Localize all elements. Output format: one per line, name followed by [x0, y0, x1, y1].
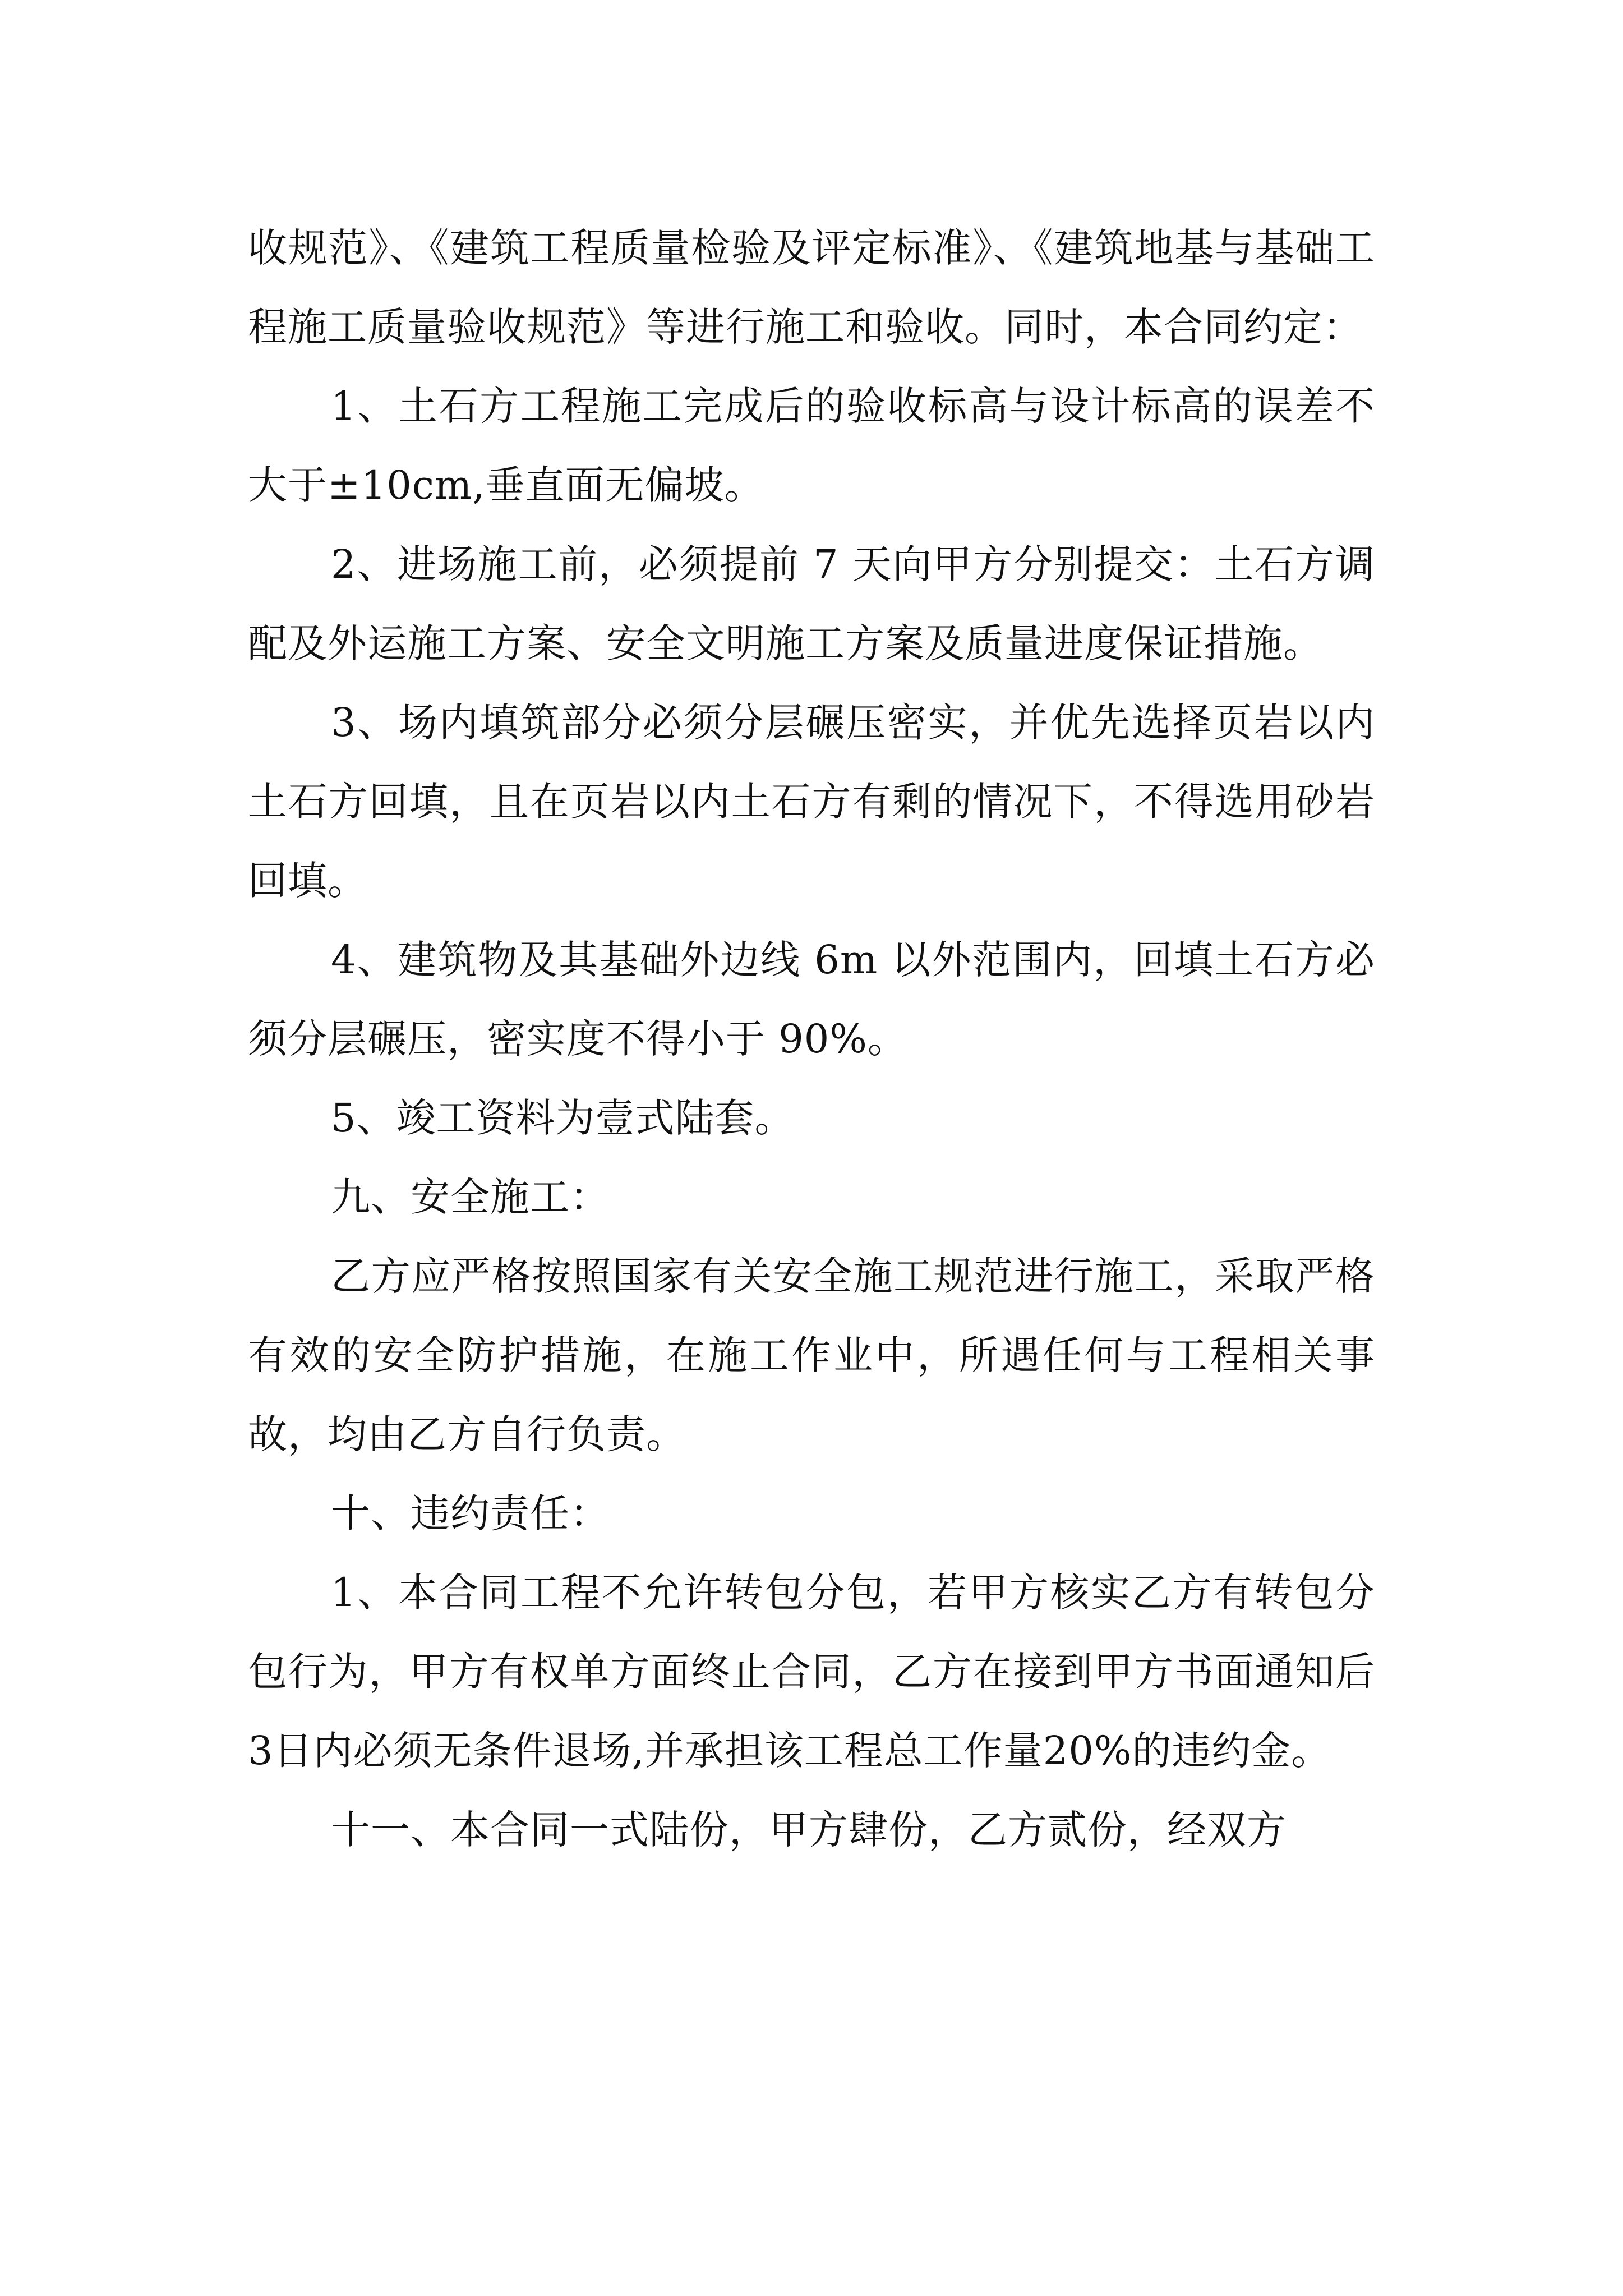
paragraph-standards-continuation: 收规范》、《建筑工程质量检验及评定标准》、《建筑地基与基础工程施工质量验收规范》等进行施工和验收。同时，本合同约定：: [248, 225, 1375, 350]
paragraph-clause-2-plans: 2、进场施工前，必须提前 7 天向甲方分别提交：土石方调配及外运施工方案、安全文明施工方案及质量进度保证措施。: [248, 541, 1375, 666]
paragraph-clause-4-compaction: 4、建筑物及其基础外边线 6m 以外范围内，回填土石方必须分层碾压，密实度不得小于 90%。: [248, 937, 1375, 1062]
paragraph-breach-clause-1: 1、本合同工程不允许转包分包，若甲方核实乙方有转包分包行为，甲方有权单方面终止合同，乙方在接到甲方书面通知后3日内必须无条件退场,并承担该工程总工作量20%的违约金。: [248, 1570, 1375, 1774]
section-heading-safety: 九、安全施工：: [331, 1174, 610, 1220]
paragraph-safety-terms: 乙方应严格按照国家有关安全施工规范进行施工，采取严格有效的安全防护措施，在施工作业中，所遇任何与工程相关事故，均由乙方自行负责。: [248, 1253, 1375, 1457]
paragraph-clause-5-documents: 5、竣工资料为壹式陆套。: [331, 1095, 795, 1141]
paragraph-clause-1-elevation: 1、土石方工程施工完成后的验收标高与设计标高的误差不大于±10cm,垂直面无偏坡。: [248, 383, 1375, 508]
contract-text-body: [248, 209, 1375, 1870]
paragraph-section-11-copies: 十一、本合同一式陆份，甲方肆份，乙方贰份，经双方: [331, 1807, 1287, 1853]
section-heading-breach: 十、违约责任：: [331, 1490, 610, 1536]
paragraph-clause-3-backfill: 3、场内填筑部分必须分层碾压密实，并优先选择页岩以内土石方回填，且在页岩以内土石方有剩的情况下，不得选用砂岩回填。: [248, 700, 1375, 904]
